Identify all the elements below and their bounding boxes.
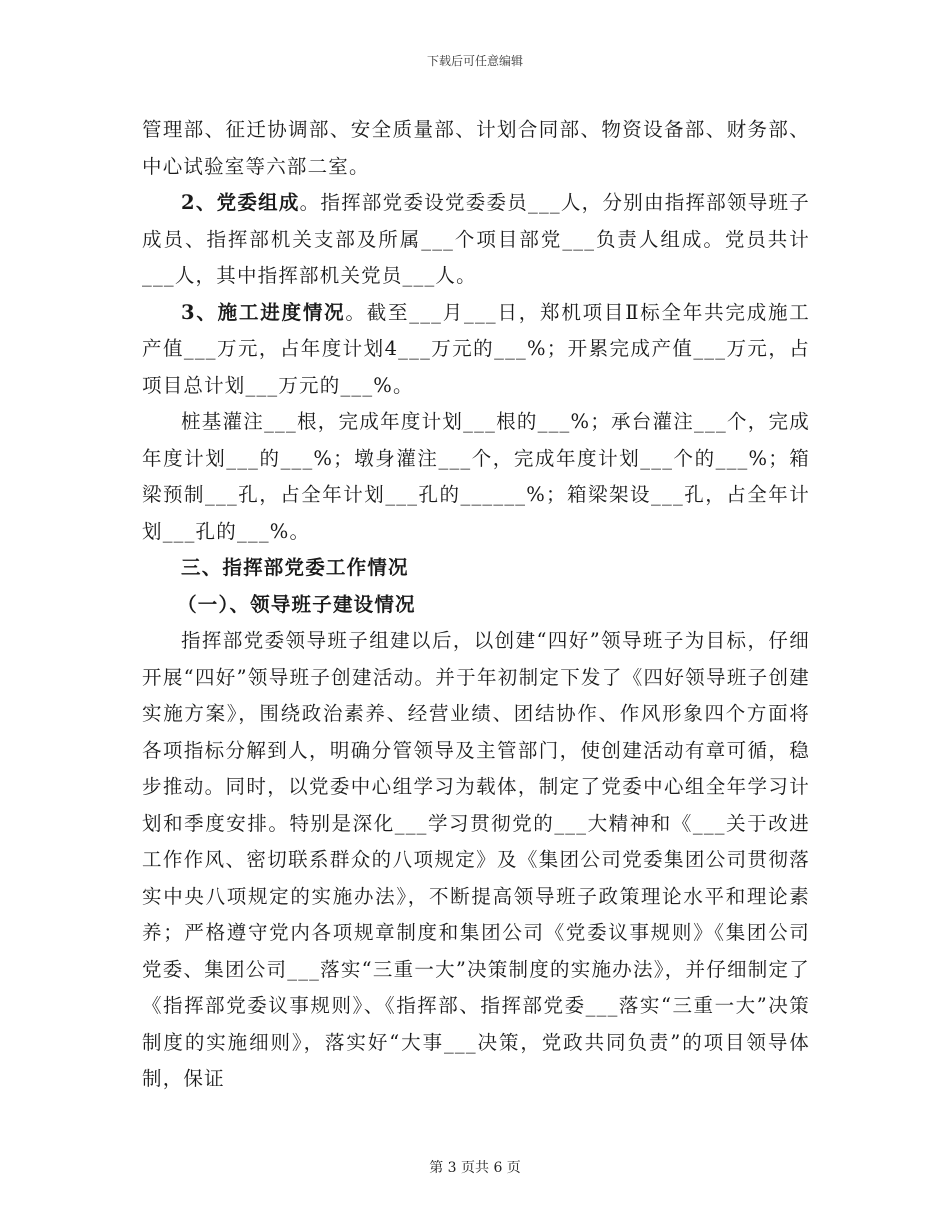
section-title-party-committee: 2、党委组成 — [181, 191, 300, 214]
section-heading: 三、指挥部党委工作情况 — [181, 556, 409, 579]
paragraph-continued: 管理部、征迁协调部、安全质量部、计划合同部、物资设备部、财务部、中心试验室等六部二室。 — [142, 118, 810, 178]
paragraph-construction-stats: 桩基灌注___根，完成年度计划___根的___%；承台灌注___个，完成年度计划___的___%；墩身灌注___个，完成年度计划___个的___%；箱梁预制___孔，占全年计划___孔的______%；箱梁架设___孔，占全年计划___孔的___%。 — [142, 410, 810, 543]
paragraph-progress — [142, 295, 810, 405]
paragraph-party-committee — [142, 185, 810, 295]
paragraph-leadership: 指挥部党委领导班子组建以后，以创建“四好”领导班子为目标，仔细开展“四好”领导班子创建活动。并于年初制定下发了《四好领导班子创建实施方案》，围绕政治素养、经营业绩、团结协作、作风形象四个方面将各项指标分解到人，明确分管领导及主管部门，使创建活动有章可循，稳步推动。同时，以党委中心组学习为载体，制定了党委中心组全年学习计划和季度安排。特别是深化___学习贯彻党的___大精神和《___关于改进工作作风、密切联系群众的八项规定》及《集团公司党委集团公司贯彻落实中央八项规定的实施办法》，不断提高领导班子政策理论水平和理论素养；严格遵守党内各项规章制度和集团公司《党委议事规则》《集团公司党委、集团公司___落实“三重一大”决策制度的实施办法》，并仔细制定了《指挥部党委议事规则》、《指挥部、指挥部党委___落实“三重一大”决策制度的实施细则》，落实好“大事___决策，党政共同负责”的项目领导体制，保证 — [142, 629, 810, 1090]
page-footer: 第 3 页共 6 页 — [429, 1160, 521, 1176]
document-body — [142, 112, 810, 1098]
paragraph-text: 。截至___月___日，郑机项目Ⅱ标全年共完成施工产值___万元，占年度计划4___万元的___%；开累完成产值___万元，占项目总计划___万元的___%。 — [142, 300, 810, 397]
page-header: 下载后可任意编辑 — [426, 54, 523, 68]
section-title-progress: 3、施工进度情况 — [181, 300, 346, 324]
paragraph-text: 。指挥部党委设党委委员___人，分别由指挥部领导班子成员、指挥部机关支部及所属___个项目部党___负责人组成。党员共计___人，其中指挥部机关党员___人。 — [142, 191, 810, 287]
subsection-heading: （一）、领导班子建设情况 — [177, 592, 416, 616]
